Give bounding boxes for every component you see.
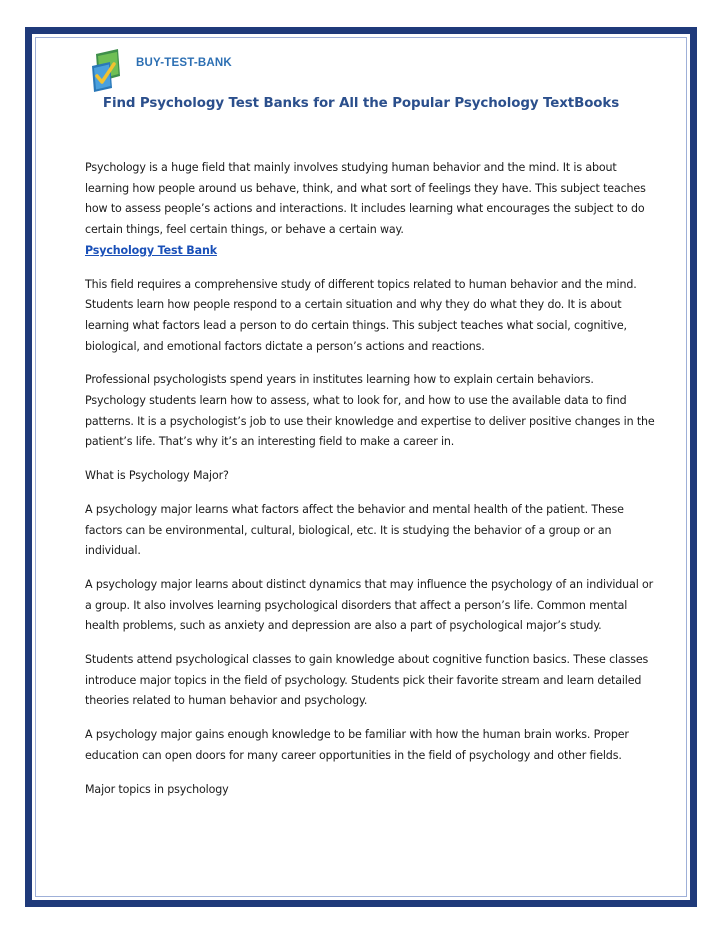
document-body [85,158,655,813]
paragraph-text: Psychology is a huge field that mainly involves studying human behavior and the mind. It is about learning how people around us behave, think, and what sort of feelings they have. This subject teaches how to assess people’s actions and interactions. It includes learning what encourages the subject to do certain things, feel certain things, or behave a certain way. [85,161,646,237]
paragraph: Students attend psychological classes to gain knowledge about cognitive function basics. These classes introduce major topics in the field of psychology. Students pick their favorite stream and learn detailed theories related to human behavior and psychology. [85,653,649,708]
paragraph: A psychology major learns what factors affect the behavior and mental health of the patient. These factors can be environmental, cultural, biological, etc. It is studying the behavior of a group or an individual. [85,502,624,558]
page-frame [25,27,697,907]
paragraph: A psychology major learns about distinct dynamics that may influence the psychology of an individual or a group. It also involves learning psychological disorders that affect a person’s life. Common mental health problems, such as anxiety and depression are also a part of psychological major’s study. [85,577,654,633]
section-heading: Major topics in psychology [85,782,229,796]
paragraph: A psychology major gains enough knowledge to be familiar with how the human brain works. Proper education can open doors for many career opportunities in the field of psychology and other fields. [85,728,629,762]
paragraph [85,158,655,262]
brand-logo[interactable] [90,46,232,94]
psychology-test-bank-link[interactable]: Psychology Test Bank [85,243,217,257]
section-heading: What is Psychology Major? [85,469,229,483]
document-title: Find Psychology Test Banks for All the Popular Psychology TextBooks [102,96,620,111]
paragraph: This field requires a comprehensive study of different topics related to human behavior and the mind. Students learn how people respond to a certain situation and why they do what they do. It is about learning what factors lead a person to do certain things. This subject teaches what social, cognitive, biological, and emotional factors dictate a person’s actions and reactions. [85,277,637,353]
paragraph: Professional psychologists spend years in institutes learning how to explain certain behaviors. Psychology students learn how to assess, what to look for, and how to use the available data to find patterns. It is a psychologist’s job to use their knowledge and expertise to deliver positive changes in the patient’s life. That’s why it’s an interesting field to make a career in. [85,373,655,449]
brand-name: BUY-TEST-BANK [136,57,232,69]
checkmark-badge-logo-icon [90,46,132,94]
